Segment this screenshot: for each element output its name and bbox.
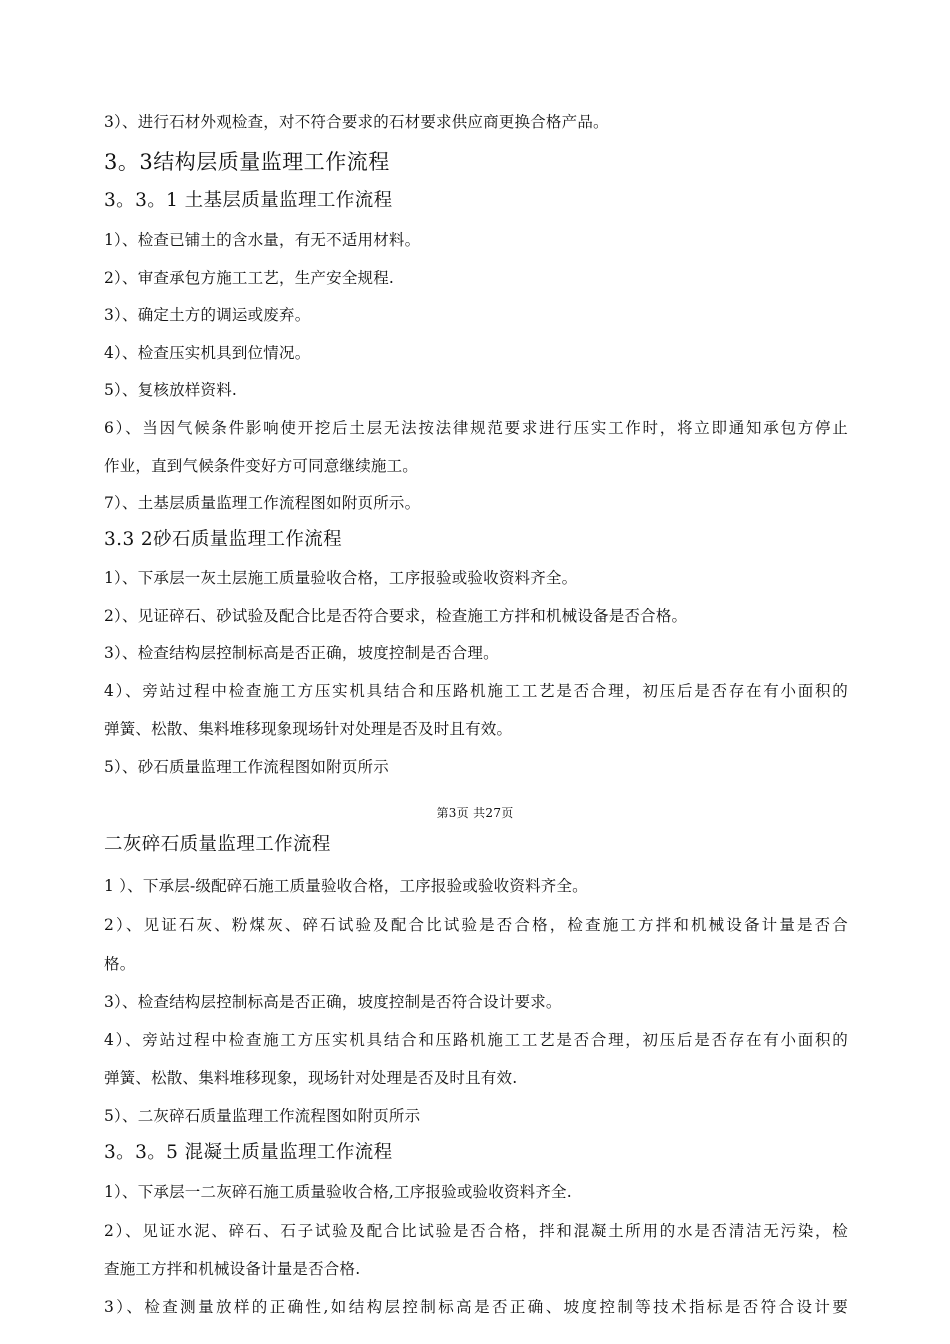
subsection-heading: 3。3。5 混凝土质量监理工作流程: [104, 1142, 393, 1163]
list-item: 7）、土基层质量监理工作流程图如附页所示。: [104, 494, 421, 512]
list-item-continuation: 弹簧、松散、集料堆移现象，现场针对处理是否及时且有效.: [104, 1069, 518, 1087]
list-item: 1 ）、下承层-级配碎石施工质量验收合格，工序报验或验收资料齐全。: [104, 877, 588, 895]
list-item: 4）、旁站过程中检查施工方压实机具结合和压路机施工工艺是否合理，初压后是否存在有小面积的: [104, 682, 848, 700]
list-item: 6）、当因气候条件影响使开挖后土层无法按法律规范要求进行压实工作时，将立即通知承包方停止: [104, 419, 848, 437]
list-item: 5）、砂石质量监理工作流程图如附页所示: [104, 758, 389, 776]
list-item: 2）、见证碎石、砂试验及配合比是否符合要求，检查施工方拌和机械设备是否合格。: [104, 607, 688, 625]
subsection-heading: 二灰碎石质量监理工作流程: [104, 834, 331, 855]
list-item-continuation: 作业，直到气候条件变好方可同意继续施工。: [104, 457, 419, 475]
list-item-continuation: 查施工方拌和机械设备计量是否合格.: [104, 1260, 361, 1278]
list-item: 1）、下承层一二灰碎石施工质量验收合格,工序报验或验收资料齐全.: [104, 1183, 572, 1201]
list-item-continuation: 格。: [104, 955, 136, 973]
page-footer: 第3页 共27页: [436, 806, 514, 820]
subsection-heading: 3。3。1 土基层质量监理工作流程: [104, 190, 393, 211]
list-item: 4）、检查压实机具到位情况。: [104, 344, 311, 362]
section-heading: 3。3结构层质量监理工作流程: [104, 150, 390, 174]
subsection-heading: 3.3 2砂石质量监理工作流程: [104, 529, 343, 550]
list-item: 1）、下承层一灰土层施工质量验收合格，工序报验或验收资料齐全。: [104, 569, 578, 587]
list-item: 2）、审查承包方施工工艺，生产安全规程.: [104, 269, 395, 287]
list-item: 4）、旁站过程中检查施工方压实机具结合和压路机施工工艺是否合理，初压后是否存在有小面积的: [104, 1031, 848, 1049]
list-item: 2）、见证水泥、碎石、石子试验及配合比试验是否合格，拌和混凝土所用的水是否清洁无污染，检: [104, 1222, 848, 1240]
list-item: 3）、进行石材外观检查，对不符合要求的石材要求供应商更换合格产品。: [104, 113, 609, 131]
list-item: 3）、检查测量放样的正确性,如结构层控制标高是否正确、坡度控制等技术指标是否符合设计要: [104, 1298, 848, 1316]
list-item: 3）、检查结构层控制标高是否正确，坡度控制是否合理。: [104, 644, 499, 662]
list-item-continuation: 弹簧、松散、集料堆移现象现场针对处理是否及时且有效。: [104, 720, 513, 738]
list-item: 2）、见证石灰、粉煤灰、碎石试验及配合比试验是否合格，检查施工方拌和机械设备计量是否合: [104, 916, 848, 934]
list-item: 5）、二灰碎石质量监理工作流程图如附页所示: [104, 1107, 421, 1125]
list-item: 1）、检查已铺土的含水量，有无不适用材料。: [104, 231, 421, 249]
list-item: 3）、检查结构层控制标高是否正确，坡度控制是否符合设计要求。: [104, 993, 562, 1011]
list-item: 3）、确定土方的调运或废弃。: [104, 306, 311, 324]
list-item: 5）、复核放样资料.: [104, 381, 238, 399]
